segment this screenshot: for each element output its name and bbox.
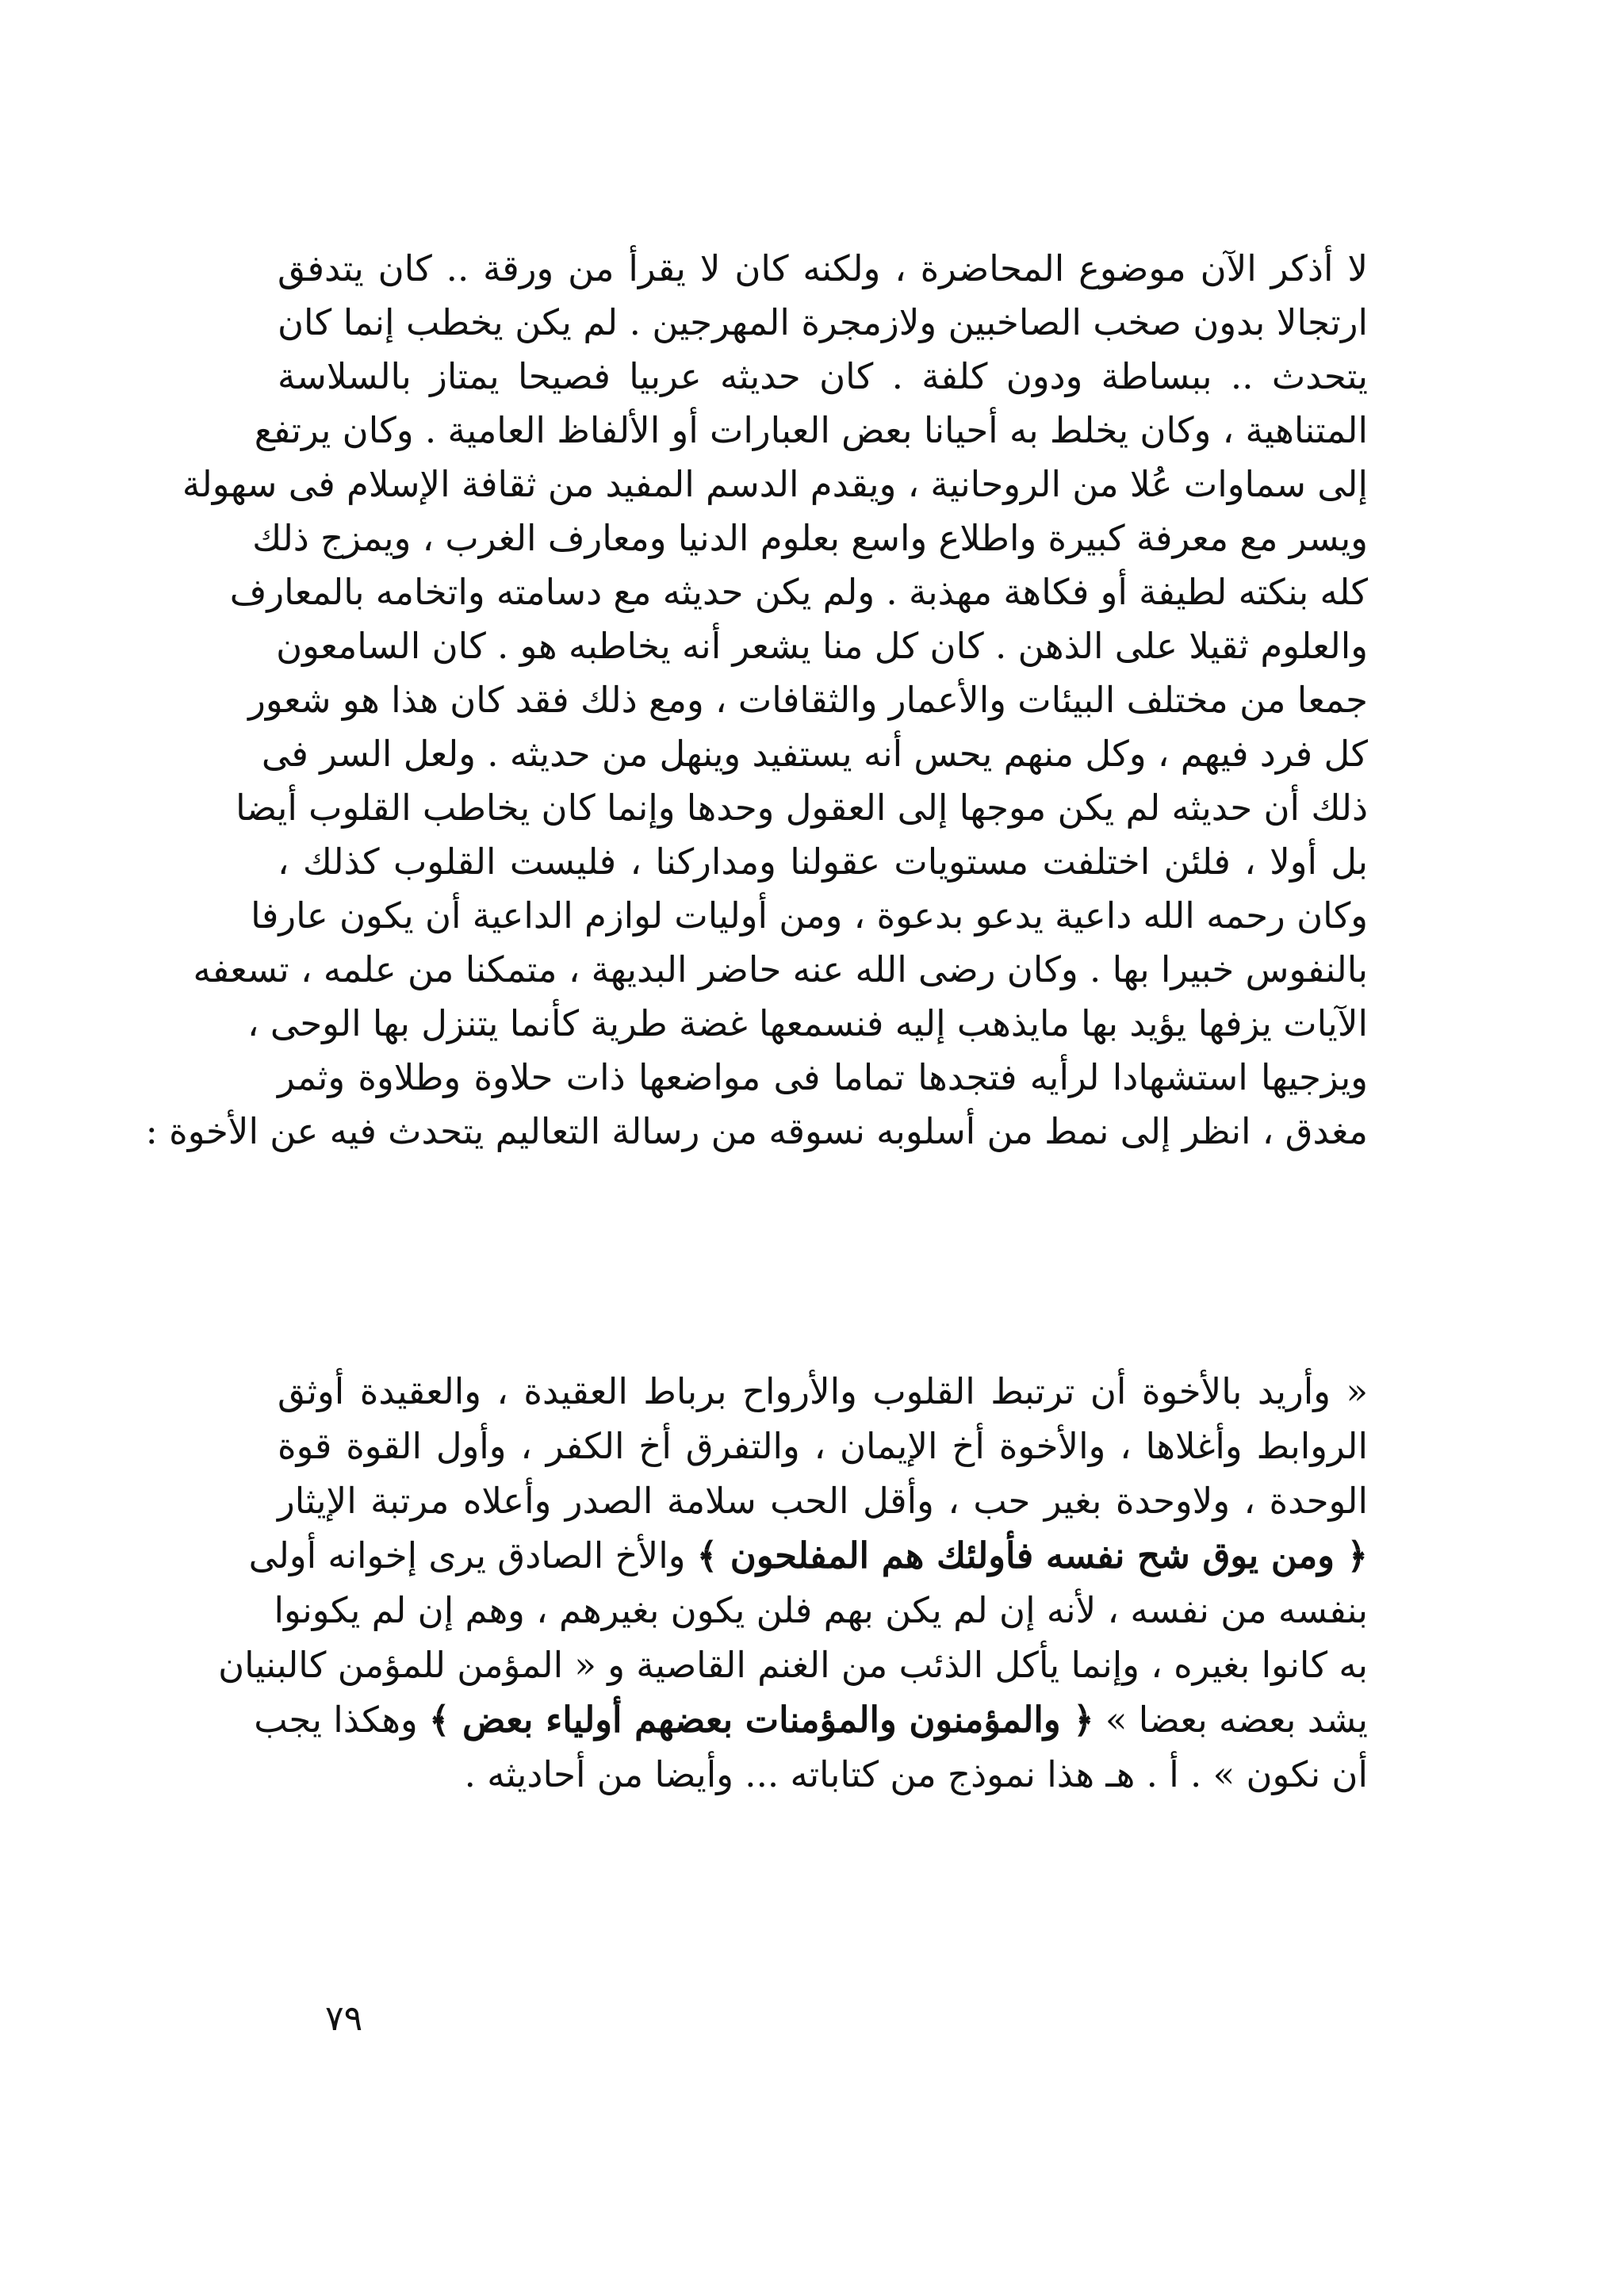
quote-text: والأخ الصادق يرى إخوانه أولى (248, 1534, 697, 1576)
main-paragraph (145, 242, 1368, 1159)
text-line: والعلوم ثقيلا على الذهن . كان كل منا يشعر أنه يخاطبه هو . كان السامعون (276, 625, 1368, 667)
text-line: ويزجيها استشهادا لرأيه فتجدها تماما فى مواضعها ذات حلاوة وطلاوة وثمر (278, 1056, 1368, 1098)
quote-line-with-verse (248, 1528, 1368, 1583)
quote-text: يشد بعضه بعضا » (1094, 1699, 1368, 1741)
quote-line: بنفسه من نفسه ، لأنه إن لم يكن بهم فلن يكون بغيرهم ، وهم إن لم يكونوا (274, 1589, 1368, 1631)
quote-text: وهكذا يجب (254, 1699, 430, 1741)
text-line: ارتجالا بدون صخب الصاخبين ولازمجرة المهرجين . لم يكن يخطب إنما كان (278, 301, 1368, 343)
text-line: مغدق ، انظر إلى نمط من أسلوبه نسوقه من رسالة التعاليم يتحدث فيه عن الأخوة : (145, 1110, 1368, 1152)
text-line: بل أولا ، فلئن اختلفت مستويات عقولنا ومداركنا ، فليست القلوب كذلك ، (278, 841, 1368, 883)
quran-verse: ﴿ والمؤمنون والمؤمنات بعضهم أولياء بعض ﴾ (429, 1699, 1094, 1741)
text-line: بالنفوس خبيرا بها . وكان رضى الله عنه حاضر البديهة ، متمكنا من علمه ، تسعفه (193, 948, 1368, 990)
text-line: وكان رحمه الله داعية يدعو بدعوة ، ومن أوليات لوازم الداعية أن يكون عارفا (251, 895, 1368, 937)
text-line: جمعا من مختلف البيئات والأعمار والثقافات ، ومع ذلك فقد كان هذا هو شعور (248, 679, 1368, 721)
text-line: المتناهية ، وكان يخلط به أحيانا بعض العبارات أو الألفاظ العامية . وكان يرتفع (254, 409, 1368, 451)
text-line: الآيات يزفها يؤيد بها مايذهب إليه فنسمعها غضة طرية كأنما يتنزل بها الوحى ، (247, 1002, 1368, 1044)
text-line: ذلك أن حديثه لم يكن موجها إلى العقول وحدها وإنما كان يخاطب القلوب أيضا (236, 787, 1368, 829)
text-line: كل فرد فيهم ، وكل منهم يحس أنه يستفيد وينهل من حديثه . ولعل السر فى (261, 733, 1368, 775)
page-number: ٧٩ (325, 1998, 363, 2039)
quote-line-with-verse (254, 1692, 1368, 1747)
text-line: إلى سماوات عُلا من الروحانية ، ويقدم الدسم المفيد من ثقافة الإسلام فى سهولة (182, 463, 1368, 505)
quran-verse: ﴿ ومن يوق شح نفسه فأولئك هم المفلحون ﴾ (696, 1534, 1368, 1576)
text-line: كله بنكته لطيفة أو فكاهة مهذبة . ولم يكن حديثه مع دسامته واتخامه بالمعارف (229, 571, 1368, 613)
quote-line: « وأريد بالأخوة أن ترتبط القلوب والأرواح برباط العقيدة ، والعقيدة أوثق (278, 1370, 1368, 1412)
quote-line: به كانوا بغيره ، وإنما يأكل الذئب من الغنم القاصية و « المؤمن للمؤمن كالبنيان (218, 1644, 1368, 1686)
quote-line: أن نكون » . أ . هـ هذا نموذج من كتاباته ... وأيضا من أحاديثه . (464, 1753, 1368, 1795)
text-line: لا أذكر الآن موضوع المحاضرة ، ولكنه كان لا يقرأ من ورقة .. كان يتدفق (278, 247, 1368, 289)
quoted-passage (218, 1364, 1368, 1802)
text-line: ويسر مع معرفة كبيرة واطلاع واسع بعلوم الدنيا ومعارف الغرب ، ويمزج ذلك (252, 517, 1368, 559)
quote-line: الروابط وأغلاها ، والأخوة أخ الإيمان ، والتفرق أخ الكفر ، وأول القوة قوة (278, 1425, 1368, 1467)
quote-line: الوحدة ، ولاوحدة بغير حب ، وأقل الحب سلامة الصدر وأعلاه مرتبة الإيثار (278, 1480, 1368, 1522)
text-line: يتحدث .. ببساطة ودون كلفة . كان حديثه عربيا فصيحا يمتاز بالسلاسة (278, 355, 1368, 397)
